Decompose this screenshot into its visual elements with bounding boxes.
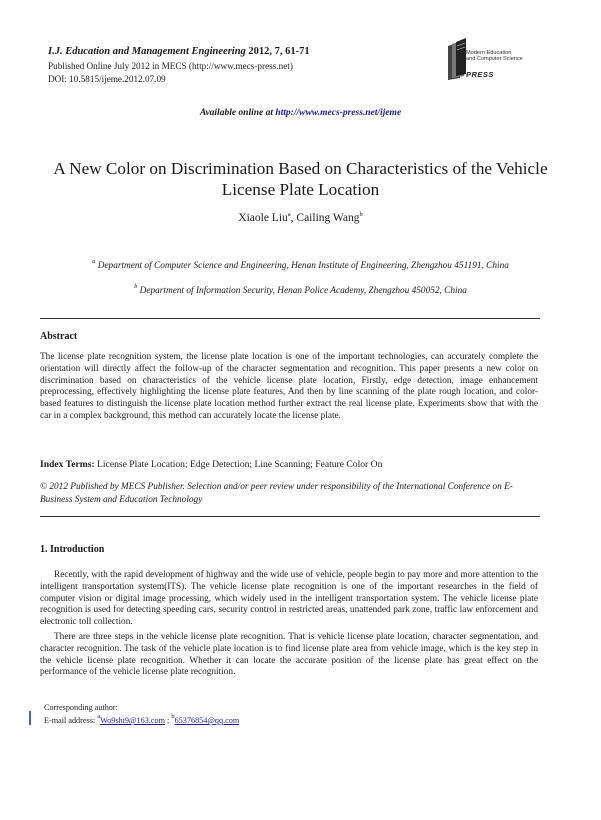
published-line: Published Online July 2012 in MECS (http://www.mecs-press.net) [48, 61, 293, 71]
available-online: Available online at http://www.mecs-press.net/ijeme [199, 108, 402, 118]
email-line: E-mail address: $^a$Wo9shi9@163.com ; $^b$65376854@qq.com [44, 713, 240, 725]
journal-issue: 2012, 7, 61-71 [248, 46, 310, 57]
affiliation-b: $^b$ Department of Information Security, Henan Police Academy, Zhengzhou 450052, China [134, 283, 467, 296]
divider [40, 516, 540, 517]
abstract-heading: Abstract [40, 331, 78, 342]
intro-paragraph: There are three steps in the vehicle license plate recognition. That is vehicle license plate location, character segmentation, and character recognition. The task of the vehicle plate location is to find license plate area from vehicle image, which is the key step in the vehicle license plate recognition. Whether it can locate the accurate position of the license plate has great effect on the performance of the vehicle license plate recognition. [40, 632, 538, 678]
index-terms-label: Index Terms: [40, 459, 95, 470]
mecs-press-logo [446, 36, 526, 86]
book-stack-icon [446, 38, 468, 82]
index-terms-text: License Plate Location; Edge Detection; Line Scanning; Feature Color On [97, 459, 383, 470]
section-heading: 1. Introduction [40, 544, 105, 555]
margin-change-bar [29, 711, 31, 725]
paper-title: A New Color on Discrimination Based on Characteristics of the Vehicle License Plate Location [53, 159, 548, 199]
copyright-notice: © 2012 Published by MECS Publisher. Selection and/or peer review under responsibility of the International Conference on E-Business System and Education Technology [40, 482, 513, 505]
author-name: Cailing Wang [296, 212, 360, 224]
affiliation-a: $^a$ Department of Computer Science and Engineering, Henan Institute of Engineering, Zhengzhou 451191, China [92, 258, 509, 271]
corresponding-author-label: Corresponding author: [44, 703, 118, 712]
index-terms [40, 459, 540, 470]
logo-text: Modern Education and Computer Science [466, 50, 523, 63]
journal-name: I.J. Education and Management Engineering [48, 46, 246, 57]
logo-press: PRESS [466, 70, 494, 79]
email-link-b[interactable]: 65376854@qq.com [174, 716, 240, 725]
abstract-text: The license plate recognition system, the license plate location is one of the important technologies, can accurately complete the orientation will directly affect the follow-up of the character segmentation and recognition. This paper presents a new color on discrimination based on characteristics of the vehicle license plate location, Firstly, edge detection, image enhancement preprocessing, effectively highlighting the license plate features, And then by line scanning of the plate rough location, and color-based features to distinguish the license plate location method further extract the real license plate. Experiments show that with the car in a complex background, this method can accurately locate the license plate. [40, 352, 538, 421]
journal-link[interactable]: http://www.mecs-press.net/ijeme [275, 108, 402, 118]
journal-header [48, 46, 310, 57]
email-link-a[interactable]: Wo9shi9@163.com [100, 716, 165, 725]
doi-line: DOI: 10.5815/ijeme.2012.07.09 [48, 74, 166, 84]
authors: Xiaole Liu$^a$, Cailing Wang$^b$ [238, 211, 363, 224]
divider [40, 318, 540, 319]
intro-paragraph: Recently, with the rapid development of highway and the wide use of vehicle, people begin to pay more and more attention to the intelligent transportation system(ITS). The vehicle license plate recognition is one of the important researches in the field of computer vision or digital image processing, which widely used in the intelligent transportation system. The vehicle license plate recognition is used for detecting speeding cars, security control in restricted areas, unattended park zone, traffic law enforcement and electronic toll collection. [40, 570, 538, 628]
author-name: Xiaole Liu [238, 212, 288, 224]
